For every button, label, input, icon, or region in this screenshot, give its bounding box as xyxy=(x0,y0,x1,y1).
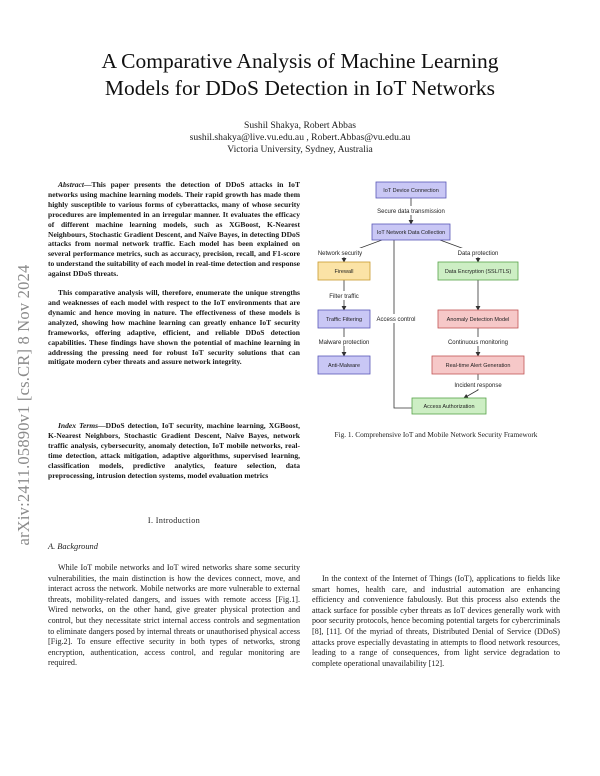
arxiv-stamp: arXiv:2411.05890v1 [cs.CR] 8 Nov 2024 xyxy=(14,264,33,546)
edge-center-bottom xyxy=(394,240,422,408)
abstract xyxy=(48,180,300,376)
author-affiliation: Victoria University, Sydney, Australia xyxy=(227,144,373,155)
body-left-paragraph: While IoT mobile networks and IoT wired networks share some security vulnerabilities, the main distinction is how the devices connect, move, and interact across the network. Mobile networks are more vulnerable to external threats, mobility-related dangers, and issues with remote access [Fig.1]. Wired networks, on the other hand, give greater physical protection and control, but they necessitate strict internal access controls and segmentation to eliminate dangers posed by internal threats or unauthorised physical access [Fig.2]. To ensure effective security in both types of networks, strong encryption, authentication, access control, and regular monitoring are required. xyxy=(48,563,300,668)
body-left-column xyxy=(48,563,300,669)
body-right-column xyxy=(312,574,560,669)
node-right2-label: Anomaly Detection Model xyxy=(446,317,510,323)
subsection-heading: A. Background xyxy=(48,542,98,551)
security-framework-figure xyxy=(314,176,560,420)
author-emails: sushil.shakya@live.vu.edu.au , Robert.Abbas@vu.edu.au xyxy=(189,132,411,143)
node-right3-label: Real-time Alert Generation xyxy=(445,363,511,369)
node-right1-label: Data Encryption (SSL/TLS) xyxy=(444,269,512,275)
body-right-paragraph: In the context of the Internet of Things (IoT), applications to fields like smart homes, health care, and industrial automation are enhancing efficiency and convenience fabulously. But this process also extends the attack surface for possible cyber threats as IoT devices generally work with poor security protocols, hence becoming potential targets for cybercriminals [8], [11]. Of the myriad of threats, Distributed Denial of Service (DDoS) attacks prove especially devastating in attempts to flood network resources, leading to a range of consequences, from light service degradation to complete operational unavailability [12]. xyxy=(312,574,560,668)
edge-label-5: Malware protection xyxy=(318,340,370,346)
edge-label-4: Filter traffic xyxy=(329,294,359,300)
abstract-paragraph-2: This comparative analysis will, therefore, enumerate the unique strengths and weaknesses of each model with respect to the IoT environments that are dynamic and hence moving in nature. The effectiveness of these models is analyzed, showing how machine learning can greatly enhance IoT security frameworks, offering adaptive, efficient, and reliable DDoS detection capabilities. These findings have shown the potential of machine learning in addressing the pressing need for robust IoT security solutions that can mitigate modern cyber threats and assure network integrity. xyxy=(48,288,300,367)
edge-label-2: Network security xyxy=(317,251,363,257)
node-left3-label: Anti-Malware xyxy=(327,363,361,369)
title-line-1: A Comparative Analysis of Machine Learning xyxy=(101,49,499,73)
paper-title xyxy=(0,48,600,102)
figure-caption: Fig. 1. Comprehensive IoT and Mobile Network Security Framework xyxy=(334,430,538,439)
edge-label-7: Continuous monitoring xyxy=(447,340,509,346)
index-terms-text: —DDoS detection, IoT security, machine learning, XGBoost, K-Nearest Neighbors, Stochastic Gradient Descent, Naïve Bayes, network traffic analysis, cybersecurity, anomaly detection, IoT mobile networks, real-time detection, attack mitigation, adaptive algorithms, supervised learning, classification models, predictive analytics, feature selection, data preprocessing, intrusion detection systems, model evaluation metrics xyxy=(48,421,300,480)
node-bottom-label: Access Authorization xyxy=(423,404,475,410)
edge-label-3: Data protection xyxy=(457,251,499,257)
section-heading: I. Introduction xyxy=(147,516,201,525)
node-center-label: IoT Network Data Collection xyxy=(376,230,446,236)
author-names: Sushil Shakya, Robert Abbas xyxy=(244,120,356,131)
node-left2-label: Traffic Filtering xyxy=(325,317,363,323)
edge-label-1: Secure data transmission xyxy=(377,209,445,215)
edge-label-8: Incident response xyxy=(454,383,502,389)
edge-label-6: Access control xyxy=(376,317,416,323)
author-block xyxy=(0,120,600,156)
index-terms xyxy=(48,421,300,486)
node-top-label: IoT Device Connection xyxy=(383,188,439,194)
abstract-paragraph-1: —This paper presents the detection of DDoS attacks in IoT networks using machine learning models. Their rapid growth has made them highly susceptible to various forms of cyberattacks, many of whose security procedures are implemented in an irregular manner. It evaluates the efficacy of different machine learning models, such as XGBoost, K-Nearest Neighbours, Stochastic Gradient Descent, and Naïve Bayes, in detecting DDoS attacks from normal network traffic. Each model has been explained on several performance metrics, such as accuracy, precision, recall, and F1-score to understand the suitability of each model in real-time detection and response against DDoS threats. xyxy=(48,180,300,279)
title-line-2: Models for DDoS Detection in IoT Networks xyxy=(104,76,496,100)
abstract-label: Abstract xyxy=(58,180,84,189)
node-left1-label: Firewall xyxy=(334,269,354,275)
index-terms-label: Index Terms xyxy=(58,421,99,430)
